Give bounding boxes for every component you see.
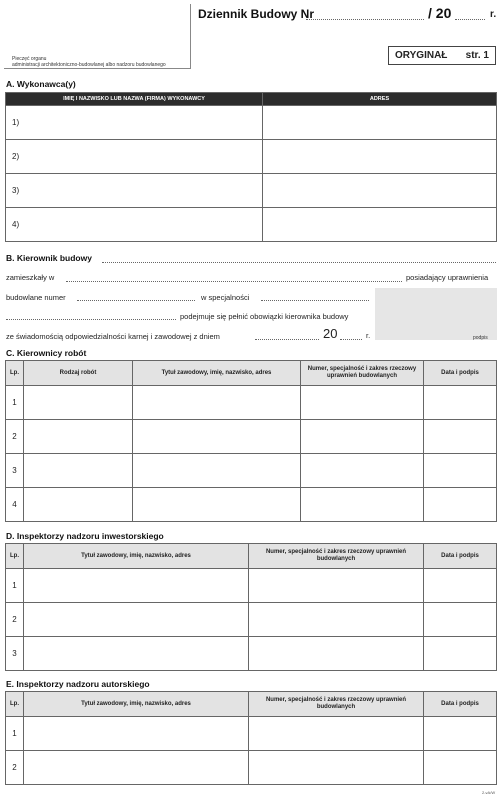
cell[interactable] xyxy=(424,488,497,522)
specialty-field[interactable] xyxy=(261,300,369,301)
row-number: 1 xyxy=(6,569,24,603)
cell[interactable] xyxy=(24,569,249,603)
cell[interactable] xyxy=(24,717,249,751)
journal-title: Dziennik Budowy Nr xyxy=(198,7,315,21)
qualification-label: posiadający uprawnienia xyxy=(406,273,489,282)
specialty-label: w specjalności xyxy=(201,293,250,302)
residence-field[interactable] xyxy=(66,281,402,282)
row-number: 3 xyxy=(6,637,24,671)
cell[interactable] xyxy=(133,488,301,522)
cell[interactable] xyxy=(24,488,133,522)
author-inspectors-table xyxy=(5,691,497,785)
cell[interactable] xyxy=(249,603,424,637)
cell[interactable] xyxy=(133,420,301,454)
cell[interactable] xyxy=(133,386,301,420)
table-row xyxy=(6,106,497,140)
col-lp: Lp. xyxy=(6,361,24,386)
row-label: 2) xyxy=(6,140,263,174)
section-a-title: A. Wykonawca(y) xyxy=(6,79,76,89)
cell[interactable] xyxy=(301,454,424,488)
table-row xyxy=(6,717,497,751)
duty-text: podejmuje się pełnić obowiązki kierownika budowy xyxy=(180,312,349,321)
address-cell[interactable] xyxy=(263,174,497,208)
col-title-name: Tytuł zawodowy, imię, nazwisko, adres xyxy=(133,361,301,386)
works-managers-table xyxy=(5,360,497,522)
table-row xyxy=(6,420,497,454)
address-cell[interactable] xyxy=(263,106,497,140)
col-license: Numer, specjalność i zakres rzeczowy uprawnień budowlanych xyxy=(249,544,424,569)
row-number: 2 xyxy=(6,420,24,454)
journal-year-field[interactable] xyxy=(455,19,485,20)
table-row xyxy=(6,140,497,174)
row-number: 3 xyxy=(6,454,24,488)
section-b-title: B. Kierownik budowy xyxy=(6,253,92,263)
table-row xyxy=(6,454,497,488)
section-c-title: C. Kierownicy robót xyxy=(6,348,87,358)
residence-label: zamieszkały w xyxy=(6,273,55,282)
col-title-name: Tytuł zawodowy, imię, nazwisko, adres xyxy=(24,692,249,717)
cell[interactable] xyxy=(424,717,497,751)
row-number: 4 xyxy=(6,488,24,522)
col-license: Numer, specjalność i zakres rzeczowy uprawnień budowlanych xyxy=(301,361,424,386)
col-title-name: Tytuł zawodowy, imię, nazwisko, adres xyxy=(24,544,249,569)
col-lp: Lp. xyxy=(6,692,24,717)
col-lp: Lp. xyxy=(6,544,24,569)
cell[interactable] xyxy=(24,637,249,671)
signature-label: podpis xyxy=(473,335,488,341)
col-contractor-name: IMIĘ I NAZWISKO LUB NAZWA (FIRMA) WYKONAWCY xyxy=(6,93,263,106)
cell[interactable] xyxy=(24,386,133,420)
row-number: 2 xyxy=(6,751,24,785)
cell[interactable] xyxy=(424,751,497,785)
col-date-sign: Data i podpis xyxy=(424,361,497,386)
original-badge xyxy=(388,46,496,65)
year-suffix: r. xyxy=(490,9,497,20)
start-year-prefix: 20 xyxy=(323,326,338,341)
table-row xyxy=(6,569,497,603)
col-work-type: Rodzaj robót xyxy=(24,361,133,386)
start-year-field[interactable] xyxy=(340,339,362,340)
cell[interactable] xyxy=(424,420,497,454)
cell[interactable] xyxy=(24,751,249,785)
cell[interactable] xyxy=(301,420,424,454)
table-row xyxy=(6,208,497,242)
cell[interactable] xyxy=(24,603,249,637)
manager-name-field[interactable] xyxy=(102,262,496,263)
cell[interactable] xyxy=(424,569,497,603)
license-number-label: budowlane numer xyxy=(6,293,66,302)
cell[interactable] xyxy=(301,488,424,522)
cell[interactable] xyxy=(24,454,133,488)
table-row xyxy=(6,174,497,208)
address-cell[interactable] xyxy=(263,208,497,242)
extra-field[interactable] xyxy=(6,319,176,320)
section-d-title: D. Inspektorzy nadzoru inwestorskiego xyxy=(6,531,164,541)
cell[interactable] xyxy=(249,751,424,785)
cell[interactable] xyxy=(133,454,301,488)
cell[interactable] xyxy=(424,454,497,488)
start-date-field[interactable] xyxy=(255,339,319,340)
table-row xyxy=(6,637,497,671)
col-license: Numer, specjalność i zakres rzeczowy uprawnień budowlanych xyxy=(249,692,424,717)
table-row xyxy=(6,488,497,522)
investor-inspectors-table xyxy=(5,543,497,671)
section-e-title: E. Inspektorzy nadzoru autorskiego xyxy=(6,679,150,689)
journal-number-field[interactable] xyxy=(306,19,424,20)
stamp-label xyxy=(12,56,166,68)
table-row xyxy=(6,386,497,420)
cell[interactable] xyxy=(249,717,424,751)
cell[interactable] xyxy=(301,386,424,420)
row-number: 1 xyxy=(6,717,24,751)
row-label: 1) xyxy=(6,106,263,140)
cell[interactable] xyxy=(424,637,497,671)
cell[interactable] xyxy=(424,603,497,637)
signature-box[interactable] xyxy=(375,288,497,340)
table-row xyxy=(6,603,497,637)
row-number: 1 xyxy=(6,386,24,420)
row-label: 4) xyxy=(6,208,263,242)
col-contractor-address: ADRES xyxy=(263,93,497,106)
contractors-table xyxy=(5,92,497,242)
start-year-suffix: r. xyxy=(366,331,371,340)
form-code: 2-vA/W xyxy=(482,790,496,795)
cell[interactable] xyxy=(249,637,424,671)
cell[interactable] xyxy=(24,420,133,454)
license-number-field[interactable] xyxy=(77,300,195,301)
row-label: 3) xyxy=(6,174,263,208)
year-prefix: / 20 xyxy=(428,5,452,21)
liability-text: ze świadomością odpowiedzialności karnej i zawodowej z dniem xyxy=(6,332,220,341)
col-date-sign: Data i podpis xyxy=(424,544,497,569)
address-cell[interactable] xyxy=(263,140,497,174)
original-label: ORYGINAŁ xyxy=(395,50,448,61)
cell[interactable] xyxy=(424,386,497,420)
row-number: 2 xyxy=(6,603,24,637)
table-row xyxy=(6,751,497,785)
col-date-sign: Data i podpis xyxy=(424,692,497,717)
page-number: str. 1 xyxy=(465,50,489,61)
cell[interactable] xyxy=(249,569,424,603)
stamp-label-line1: Pieczęć organu administracji architektoniczno-budowlanej albo nadzoru budowlanego xyxy=(12,56,166,68)
